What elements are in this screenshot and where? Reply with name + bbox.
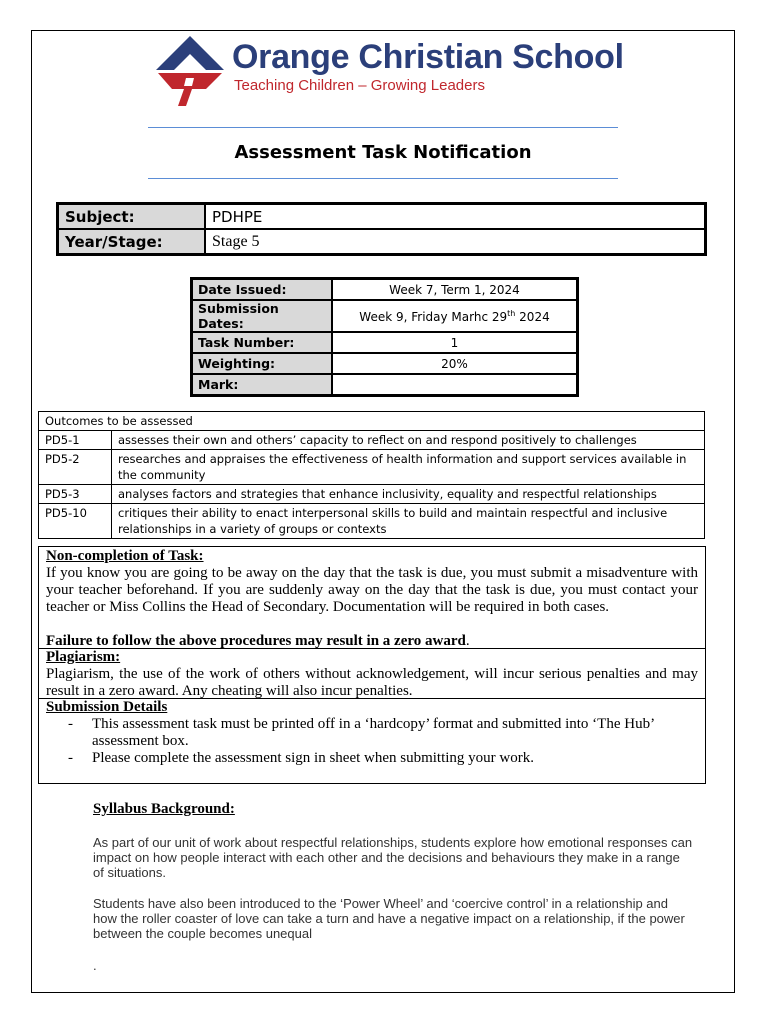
school-crest-icon [156, 36, 224, 106]
outcome-row [39, 431, 705, 450]
submission-details-section [38, 698, 706, 784]
stage-label: Year/Stage: [58, 229, 206, 255]
weighting-label: Weighting: [192, 353, 333, 374]
non-completion-heading: Non-completion of Task: [46, 548, 204, 564]
submission-details-list [46, 716, 698, 767]
weighting-value: 20% [332, 353, 578, 374]
task-number-value: 1 [332, 332, 578, 353]
non-completion-section [38, 546, 706, 649]
plagiarism-heading: Plagiarism: [46, 649, 121, 665]
mark-label: Mark: [192, 374, 333, 396]
outcome-text: assesses their own and others’ capacity to reflect on and respond positively to challenges [112, 431, 705, 450]
subject-value: PDHPE [205, 204, 706, 230]
title-rule-bottom [148, 178, 618, 179]
syllabus-paragraph: Students have also been introduced to the ‘Power Wheel’ and ‘coercive control’ in a relationship and how the roller coaster of love can take a turn and have a negative impact on a relationship, if the power between the couple becomes unequal [93, 896, 685, 941]
date-issued-label: Date Issued: [192, 279, 333, 301]
title-rule-top [148, 127, 618, 128]
outcomes-header: Outcomes to be assessed [39, 412, 705, 431]
stage-value: Stage 5 [205, 229, 706, 255]
syllabus-paragraph: As part of our unit of work about respectful relationships, students explore how emotional responses can impact on how people interact with each other and the decisions and behaviours they make in a range of situations. [93, 835, 693, 880]
subject-table [56, 202, 707, 256]
subject-row [58, 204, 706, 230]
school-tagline: Teaching Children – Growing Leaders [234, 77, 485, 94]
date-issued-value: Week 7, Term 1, 2024 [332, 279, 578, 301]
mark-value [332, 374, 578, 396]
non-completion-warning: Failure to follow the above procedures may result in a zero award. [46, 633, 470, 649]
non-completion-body: If you know you are going to be away on the day that the task is due, you must submit a misadventure with your teacher beforehand. If you are suddenly away on the day that the task is due, you must contact your teacher or Miss Collins the Head of Secondary. Documentation will be required in both cases. [46, 565, 698, 615]
outcome-row [39, 504, 705, 539]
outcome-code: PD5-10 [39, 504, 112, 539]
list-item: - Please complete the assessment sign in sheet when submitting your work. [68, 750, 535, 766]
syllabus-section [93, 801, 693, 973]
stage-row [58, 229, 706, 255]
school-name: Orange Christian School [232, 38, 624, 76]
outcomes-table [38, 411, 705, 539]
outcome-row [39, 485, 705, 504]
plagiarism-section [38, 648, 706, 699]
syllabus-trailing: . [93, 958, 97, 973]
task-details-table [190, 277, 579, 397]
outcome-row [39, 450, 705, 485]
submission-dates-label: Submission Dates: [192, 300, 333, 332]
syllabus-heading: Syllabus Background: [93, 801, 235, 817]
subject-label: Subject: [58, 204, 206, 230]
plagiarism-body: Plagiarism, the use of the work of others without acknowledgement, will incur serious penalties and may result in a zero award. Any cheating will also incur penalties. [46, 666, 698, 699]
task-number-label: Task Number: [192, 332, 333, 353]
submission-details-heading: Submission Details [46, 699, 168, 715]
list-item: - This assessment task must be printed off in a ‘hardcopy’ format and submitted into ‘The Hub’ assessment box. [68, 716, 654, 749]
page-title: Assessment Task Notification [234, 142, 532, 163]
outcome-text: analyses factors and strategies that enhance inclusivity, equality and respectful relationships [112, 485, 705, 504]
submission-dates-value: Week 9, Friday Marhc 29th 2024 [332, 300, 578, 332]
outcome-text: critiques their ability to enact interpersonal skills to build and maintain respectful and inclusive relationships in a variety of groups or contexts [112, 504, 705, 539]
outcome-code: PD5-2 [39, 450, 112, 485]
outcome-code: PD5-3 [39, 485, 112, 504]
school-logo [150, 34, 630, 116]
outcome-text: researches and appraises the effectiveness of health information and support services available in the community [112, 450, 705, 485]
outcome-code: PD5-1 [39, 431, 112, 450]
